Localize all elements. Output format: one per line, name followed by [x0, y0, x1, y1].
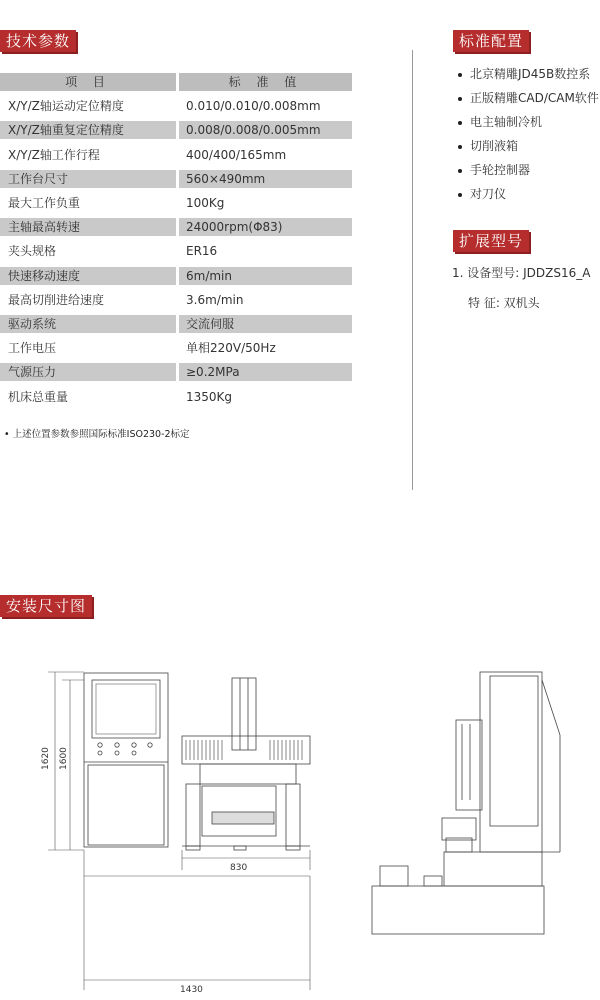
- section-header-standard-config: 标准配置: [453, 30, 529, 52]
- extended-feature-line: 特 征: 双机头: [468, 296, 540, 310]
- table-row: [0, 288, 352, 312]
- row-item: 气源压力: [0, 363, 176, 381]
- table-row: [0, 215, 352, 239]
- row-value: 0.010/0.010/0.008mm: [186, 99, 321, 114]
- row-value: 3.6m/min: [186, 292, 244, 307]
- table-row: [0, 336, 352, 360]
- dimension-lines: [48, 672, 310, 990]
- table-row: [0, 94, 352, 118]
- row-item: 最高切削进给速度: [8, 292, 105, 307]
- table-row: [0, 118, 352, 142]
- row-item: 快速移动速度: [0, 267, 176, 285]
- side-view-machine: [372, 672, 560, 934]
- bullet-icon: [458, 169, 462, 173]
- row-value: 1350Kg: [186, 389, 233, 404]
- row-item: 工作台尺寸: [0, 170, 176, 188]
- bullet-icon: [458, 145, 462, 149]
- table-row: [0, 312, 352, 336]
- row-item: 工作电压: [8, 341, 57, 356]
- dim-width-outer: 1430: [180, 985, 203, 995]
- list-item-label: 北京精雕JD45B数控系: [470, 67, 591, 81]
- table-row: [0, 384, 352, 408]
- dim-width-inner: 830: [230, 863, 248, 873]
- spec-note: [4, 426, 190, 440]
- table-row: [0, 191, 352, 215]
- row-item: 最大工作负重: [8, 196, 81, 211]
- extended-model-line: 1. 设备型号: JDDZS16_A: [452, 266, 591, 280]
- list-item: [458, 86, 599, 110]
- row-value: 400/400/165mm: [186, 147, 287, 162]
- row-item: 主轴最高转速: [0, 218, 176, 236]
- list-item: [458, 182, 599, 206]
- table-row: [0, 143, 352, 167]
- section-header-tech-params: 技术参数: [0, 30, 76, 52]
- row-item: 夹头规格: [8, 244, 57, 259]
- dim-height-inner: 1600: [59, 747, 69, 770]
- bullet-icon: [458, 97, 462, 101]
- list-item-label: 正版精雕CAD/CAM软件: [470, 91, 599, 105]
- header-value: 标 准 值: [179, 73, 352, 91]
- column-divider: [412, 50, 413, 490]
- row-value: 24000rpm(Φ83): [179, 218, 352, 236]
- bullet-icon: [458, 73, 462, 77]
- table-row: [0, 167, 352, 191]
- row-item: X/Y/Z轴工作行程: [8, 147, 100, 162]
- row-value: 0.008/0.008/0.005mm: [179, 121, 352, 139]
- bullet-icon: •: [4, 429, 10, 440]
- list-item-label: 手轮控制器: [470, 163, 531, 177]
- row-value: ≥0.2MPa: [179, 363, 352, 381]
- row-value: 6m/min: [179, 267, 352, 285]
- row-value: 单相220V/50Hz: [186, 341, 276, 356]
- spec-table: [0, 70, 352, 409]
- list-item-label: 切削液箱: [470, 139, 519, 153]
- row-value: ER16: [186, 244, 218, 259]
- row-value: 560×490mm: [179, 170, 352, 188]
- table-row: [0, 239, 352, 263]
- list-item: [458, 158, 599, 182]
- row-item: 机床总重量: [8, 389, 69, 404]
- extended-model-info: [452, 258, 590, 318]
- list-item: [458, 134, 599, 158]
- bullet-icon: [458, 193, 462, 197]
- table-row: [0, 360, 352, 384]
- row-value: 交流伺服: [179, 315, 352, 333]
- section-header-install-dimensions: 安装尺寸图: [0, 595, 92, 617]
- spec-note-text: 上述位置参数参照国际标准ISO230-2标定: [12, 429, 190, 440]
- list-item-label: 电主轴制冷机: [470, 115, 543, 129]
- spec-table-header: [0, 70, 352, 94]
- front-view-machine: [84, 673, 310, 850]
- row-item: 驱动系统: [0, 315, 176, 333]
- list-item: [458, 62, 599, 86]
- row-item: X/Y/Z轴运动定位精度: [8, 99, 124, 114]
- table-row: [0, 264, 352, 288]
- row-item: X/Y/Z轴重复定位精度: [0, 121, 176, 139]
- row-value: 100Kg: [186, 196, 225, 211]
- section-header-extended-model: 扩展型号: [453, 230, 529, 252]
- header-item: 项 目: [0, 73, 176, 91]
- dim-height-outer: 1620: [41, 747, 51, 770]
- standard-config-list: [458, 62, 599, 206]
- installation-drawing: [0, 640, 600, 1000]
- bullet-icon: [458, 121, 462, 125]
- list-item: [458, 110, 599, 134]
- list-item-label: 对刀仪: [470, 187, 507, 201]
